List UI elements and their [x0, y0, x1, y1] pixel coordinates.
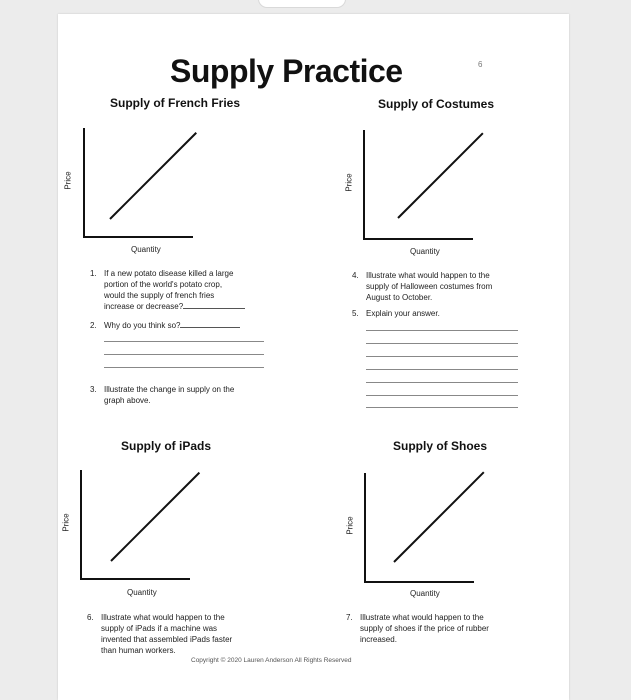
- y-axis: [363, 130, 365, 240]
- x-axis: [364, 581, 474, 583]
- page-number: 6: [478, 60, 483, 69]
- answer-line[interactable]: [104, 354, 264, 355]
- answer-line[interactable]: [366, 343, 518, 344]
- y-axis: [80, 470, 82, 580]
- page-title: Supply Practice: [170, 53, 403, 89]
- x-axis: [83, 236, 193, 238]
- answer-line[interactable]: [366, 395, 518, 396]
- browser-tab[interactable]: [258, 0, 346, 8]
- answer-line[interactable]: [366, 382, 518, 383]
- x-axis-label: Quantity: [410, 589, 440, 598]
- answer-line[interactable]: [104, 341, 264, 342]
- answer-line[interactable]: [366, 356, 518, 357]
- y-axis: [83, 128, 85, 238]
- answer-line[interactable]: [366, 330, 518, 331]
- question-5: 5. Explain your answer.: [352, 309, 440, 318]
- answer-blank[interactable]: [183, 308, 245, 309]
- y-axis-label: Price: [63, 171, 73, 190]
- worksheet-page: [58, 14, 569, 700]
- x-axis-label: Quantity: [131, 245, 161, 254]
- y-axis-label: Price: [61, 513, 71, 532]
- question-2: 2. Why do you think so?: [90, 320, 290, 331]
- x-axis: [363, 238, 473, 240]
- answer-blank[interactable]: [180, 327, 240, 328]
- chart-title: Supply of French Fries: [110, 96, 241, 110]
- chart-title: Supply of Costumes: [378, 97, 495, 111]
- question-6: 6. Illustrate what would happen to the supply of iPads if a machine was invented that assembled iPads faster than human workers.: [87, 613, 233, 655]
- chart-title: Supply of Shoes: [393, 439, 488, 453]
- answer-line[interactable]: [366, 369, 518, 370]
- y-axis: [364, 473, 366, 583]
- chart-title: Supply of iPads: [121, 439, 212, 453]
- answer-line[interactable]: [104, 367, 264, 368]
- question-7: 7. Illustrate what would happen to the supply of shoes if the price of rubber increased.: [346, 613, 489, 644]
- y-axis-label: Price: [345, 516, 355, 535]
- x-axis: [80, 578, 190, 580]
- copyright-notice: Copyright © 2020 Lauren Anderson All Rights Reserved: [191, 657, 352, 664]
- question-4: 4. Illustrate what would happen to the supply of Halloween costumes from August to October.: [352, 271, 493, 302]
- question-1: 1. If a new potato disease killed a large portion of the world's potato crop, would the supply of french fries increase or decrease?: [90, 268, 290, 312]
- x-axis-label: Quantity: [410, 247, 440, 256]
- question-3: 3. Illustrate the change in supply on the graph above.: [90, 385, 235, 405]
- answer-line[interactable]: [366, 407, 518, 408]
- y-axis-label: Price: [344, 173, 354, 192]
- x-axis-label: Quantity: [127, 588, 157, 597]
